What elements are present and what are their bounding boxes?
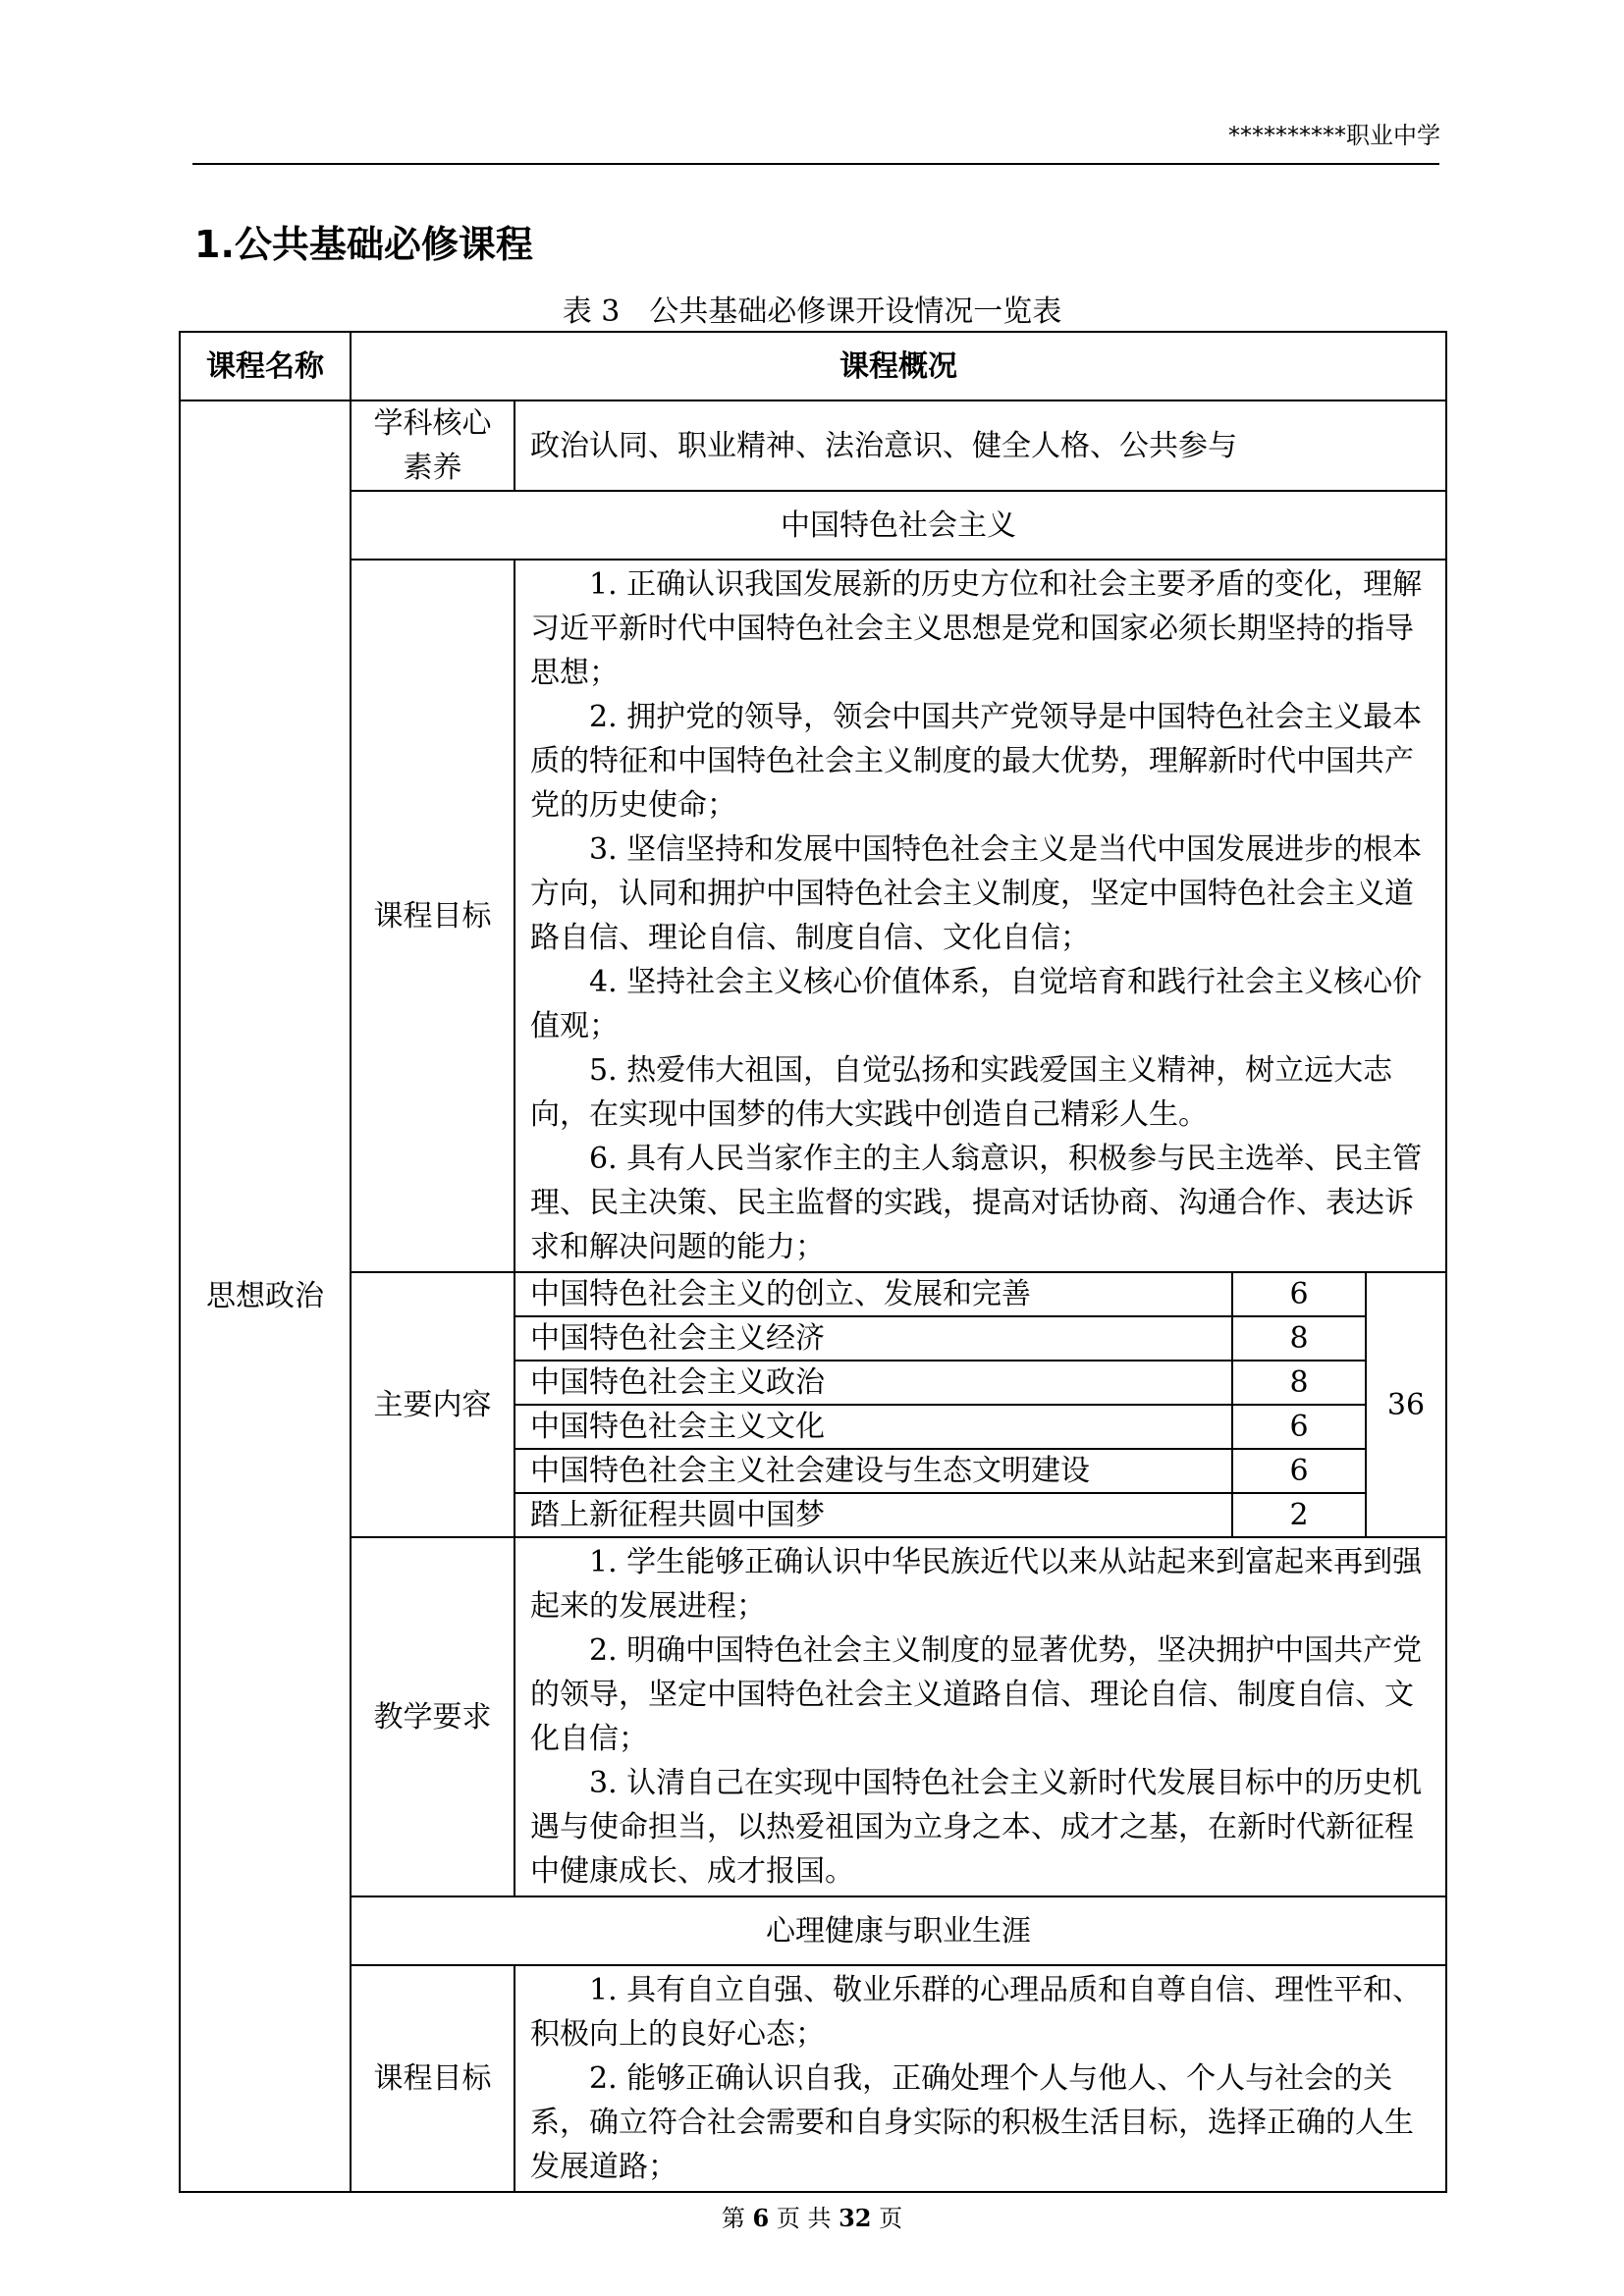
content-hours-table — [515, 1273, 1445, 1536]
footer-total-pages: 32 — [839, 2204, 872, 2232]
content-name: 中国特色社会主义的创立、发展和完善 — [515, 1273, 1232, 1316]
content-name: 中国特色社会主义政治 — [515, 1361, 1232, 1405]
module1-goals-row — [180, 560, 1446, 1272]
content-hours: 6 — [1232, 1273, 1366, 1316]
goal-item: 5. 热爱伟大祖国，自觉弘扬和实践爱国主义精神，树立远大志向，在实现中国梦的伟大实践中创造自己精彩人生。 — [530, 1053, 1393, 1132]
module1-goals-label: 课程目标 — [351, 560, 514, 1272]
module2-title: 心理健康与职业生涯 — [351, 1896, 1446, 1965]
goal-item: 6. 具有人民当家作主的主人翁意识，积极参与民主选举、民主管理、民主决策、民主监督的实践，提高对话协商、沟通合作、表达诉求和解决问题的能力； — [530, 1142, 1423, 1264]
content-row — [515, 1449, 1445, 1493]
table-header-row — [180, 332, 1446, 400]
header-overview: 课程概况 — [351, 332, 1446, 400]
module1-requirements-row — [180, 1537, 1446, 1896]
core-literacy-label: 学科核心素养 — [351, 400, 514, 491]
content-name: 踏上新征程共圆中国梦 — [515, 1493, 1232, 1536]
module2-goals-text — [514, 1965, 1446, 2192]
content-hours: 6 — [1232, 1405, 1366, 1449]
module1-requirements-text — [514, 1537, 1446, 1896]
module2-title-row — [180, 1896, 1446, 1965]
footer-page-number: 6 — [752, 2204, 770, 2232]
content-hours: 8 — [1232, 1316, 1366, 1361]
section-title: 1.公共基础必修课程 — [194, 223, 533, 266]
goal-item: 1. 正确认识我国发展新的历史方位和社会主要矛盾的变化，理解习近平新时代中国特色社会主义思想是党和国家必须长期坚持的指导思想； — [530, 567, 1423, 690]
core-literacy-text: 政治认同、职业精神、法治意识、健全人格、公共参与 — [514, 400, 1446, 491]
content-name: 中国特色社会主义文化 — [515, 1405, 1232, 1449]
goal-item: 2. 能够正确认识自我，正确处理个人与他人、个人与社会的关系，确立符合社会需要和自身实际的积极生活目标，选择正确的人生发展道路； — [530, 2061, 1414, 2184]
module1-requirements-label: 教学要求 — [351, 1537, 514, 1896]
requirement-item: 2. 明确中国特色社会主义制度的显著优势，坚决拥护中国共产党的领导，坚定中国特色社会主义道路自信、理论自信、制度自信、文化自信； — [530, 1633, 1423, 1756]
goal-item: 3. 坚信坚持和发展中国特色社会主义是当代中国发展进步的根本方向，认同和拥护中国特色社会主义制度，坚定中国特色社会主义道路自信、理论自信、制度自信、文化自信； — [530, 832, 1423, 955]
content-row — [515, 1316, 1445, 1361]
content-hours: 6 — [1232, 1449, 1366, 1493]
footer-suffix: 页 — [879, 2205, 903, 2232]
module1-content-label: 主要内容 — [351, 1272, 514, 1537]
page-footer — [0, 2199, 1624, 2233]
content-row — [515, 1493, 1445, 1536]
content-hours: 8 — [1232, 1361, 1366, 1405]
core-literacy-row — [180, 400, 1446, 491]
requirement-item: 3. 认清自己在实现中国特色社会主义新时代发展目标中的历史机遇与使命担当，以热爱祖国为立身之本、成才之基，在新时代新征程中健康成长、成才报国。 — [530, 1766, 1423, 1889]
table-caption: 表 3 公共基础必修课开设情况一览表 — [562, 294, 1062, 329]
content-hours: 2 — [1232, 1493, 1366, 1536]
goal-item: 1. 具有自立自强、敬业乐群的心理品质和自尊自信、理性平和、积极向上的良好心态； — [530, 1973, 1423, 2052]
course-table — [179, 331, 1447, 2193]
course-name-cell: 思想政治 — [180, 400, 351, 2192]
header-rule — [192, 163, 1439, 165]
content-name: 中国特色社会主义社会建设与生态文明建设 — [515, 1449, 1232, 1493]
module1-title-row — [180, 491, 1446, 560]
goal-item: 4. 坚持社会主义核心价值体系，自觉培育和践行社会主义核心价值观； — [530, 965, 1423, 1043]
header-course-name: 课程名称 — [180, 332, 351, 400]
content-name: 中国特色社会主义经济 — [515, 1316, 1232, 1361]
module2-goals-label: 课程目标 — [351, 1965, 514, 2192]
content-row — [515, 1273, 1445, 1316]
content-row — [515, 1361, 1445, 1405]
module1-content-row — [180, 1272, 1446, 1537]
requirement-item: 1. 学生能够正确认识中华民族近代以来从站起来到富起来再到强起来的发展进程； — [530, 1545, 1423, 1624]
total-hours: 36 — [1386, 1387, 1426, 1422]
footer-mid: 页 共 — [776, 2205, 832, 2232]
module2-goals-row — [180, 1965, 1446, 2192]
module1-title: 中国特色社会主义 — [351, 491, 1446, 560]
footer-prefix: 第 — [721, 2205, 745, 2232]
header-school-name: **********职业中学 — [1228, 122, 1440, 149]
module1-goals-text — [514, 560, 1446, 1272]
module1-content-cell — [514, 1272, 1446, 1537]
content-row — [515, 1405, 1445, 1449]
goal-item: 2. 拥护党的领导，领会中国共产党领导是中国特色社会主义最本质的特征和中国特色社会主义制度的最大优势，理解新时代中国共产党的历史使命； — [530, 700, 1423, 823]
